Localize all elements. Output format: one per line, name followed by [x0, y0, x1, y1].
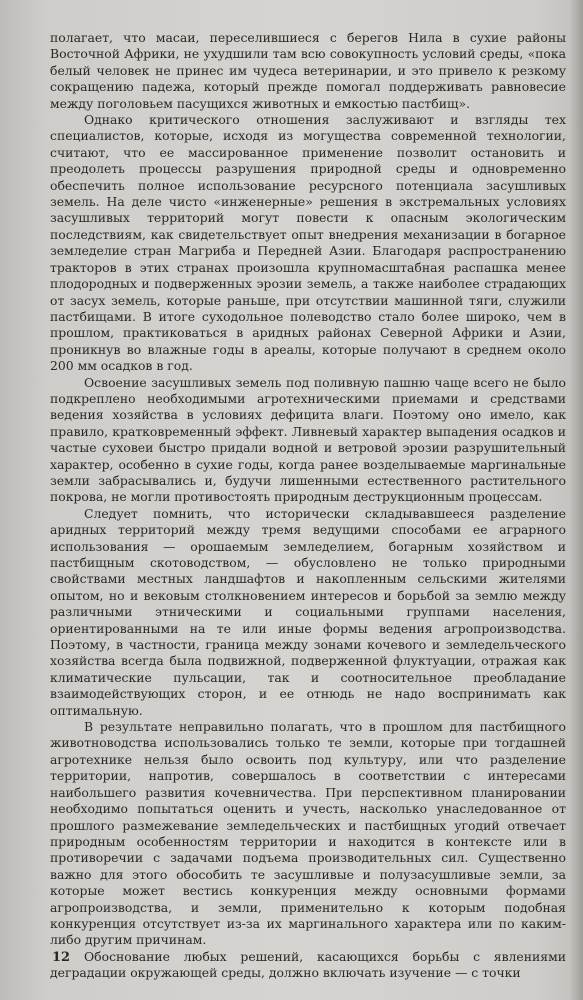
paragraph-2: Однако критического отношения заслуживают и взгляды тех специалистов, которые, исходя из могущества современной технологии, считают, что ее массированное применение позволит остановить и преодолеть процессы разрушения природной среды и одновременно обеспечить полное использование ресурсного потенциала засушливых земель. На деле чисто «инженерные» решения в экстремальных условиях засушливых территорий могут повести к опасным экологическим последствиям, как свидетельствует опыт внедрения механизации в богарное земледелие стран Магриба и Передней Азии. Благодаря распространению тракторов в этих странах произошла крупномасштабная распашка менее плодородных и подверженных эрозии земель, а также наиболее страдающих от засух земель, которые раньше, при отсутствии машинной тяги, служили пастбищами. В итоге суходольное полеводство стало более широко, чем в прошлом, практиковаться в аридных районах Северной Африки и Азии, проникнув во влажные годы в ареалы, которые получают в среднем около 200 мм осадков в год. [50, 112, 566, 374]
page-number: 12 [52, 950, 71, 965]
paragraph-5: В результате неправильно полагать, что в прошлом для пастбищного животноводства использовались только те земли, которые при тогдашней агротехнике нельзя было освоить под культуру, или что разделение территории, напротив, совершалось в соответствии с интересами наибольшего развития кочевничества. При перспективном планировании необходимо попытаться оценить и учесть, насколько унаследованное от прошлого размежевание земледельческих и пастбищных угодий отвечает природным особенностям территории и находится в контексте или в противоречии с задачами подъема производительных сил. Существенно важно для этого обособить те засушливые и полузасушливые земли, за которые может вестись конкуренция между основными формами агропроизводства, и земли, применительно к которым подобная конкуренция отсутствует из-за их маргинального характера или по каким-либо другим причинам. [50, 719, 566, 948]
paragraph-6: Обоснование любых решений, касающихся борьбы с явлениями деградации окружающей среды, должно включать изучение — с точки [50, 948, 566, 981]
page-body-text [50, 30, 566, 982]
paragraph-3: Освоение засушливых земель под поливную пашню чаще всего не было подкреплено необходимыми агротехническими приемами и средствами ведения хозяйства в условиях дефицита влаги. Поэтому оно имело, как правило, кратковременный эффект. Ливневый характер выпадения осадков и частые суховеи быстро придали водной и ветровой эрозии разрушительный характер, особенно в сухие годы, когда ранее возделываемые маргинальные земли забрасывались и, будучи лишенными естественного растительного покрова, не могли противостоять природным деструкционным процессам. [50, 374, 566, 505]
paragraph-1: полагает, что масаи, переселившиеся с берегов Нила в сухие районы Восточной Африки, не ухудшили там всю совокупность условий среды, «пока белый человек не принес им чудеса ветеринарии, и это привело к резкому сокращению падежа, который прежде помогал поддерживать равновесие между поголовьем пасущихся животных и емкостью пастбищ». [50, 30, 566, 111]
paragraph-4: Следует помнить, что исторически складывавшееся разделение аридных территорий между тремя ведущими способами ее аграрного использования — орошаемым земледелием, богарным хозяйством и пастбищным скотоводством, — обусловлено не только природными свойствами местных ландшафтов и накопленным сельскими жителями опытом, но и вековым столкновением интересов и борьбой за землю между различными этническими и социальными группами населения, ориентированными на те или иные формы ведения агропроизводства. Поэтому, в частности, граница между зонами кочевого и земледельческого хозяйства всегда была подвижной, подверженной флуктуации, отражая как климатические пульсации, так и соотносительное преобладание взаимодействующих сторон, и ее отнюдь не надо воспринимать как оптимальную. [50, 505, 566, 718]
